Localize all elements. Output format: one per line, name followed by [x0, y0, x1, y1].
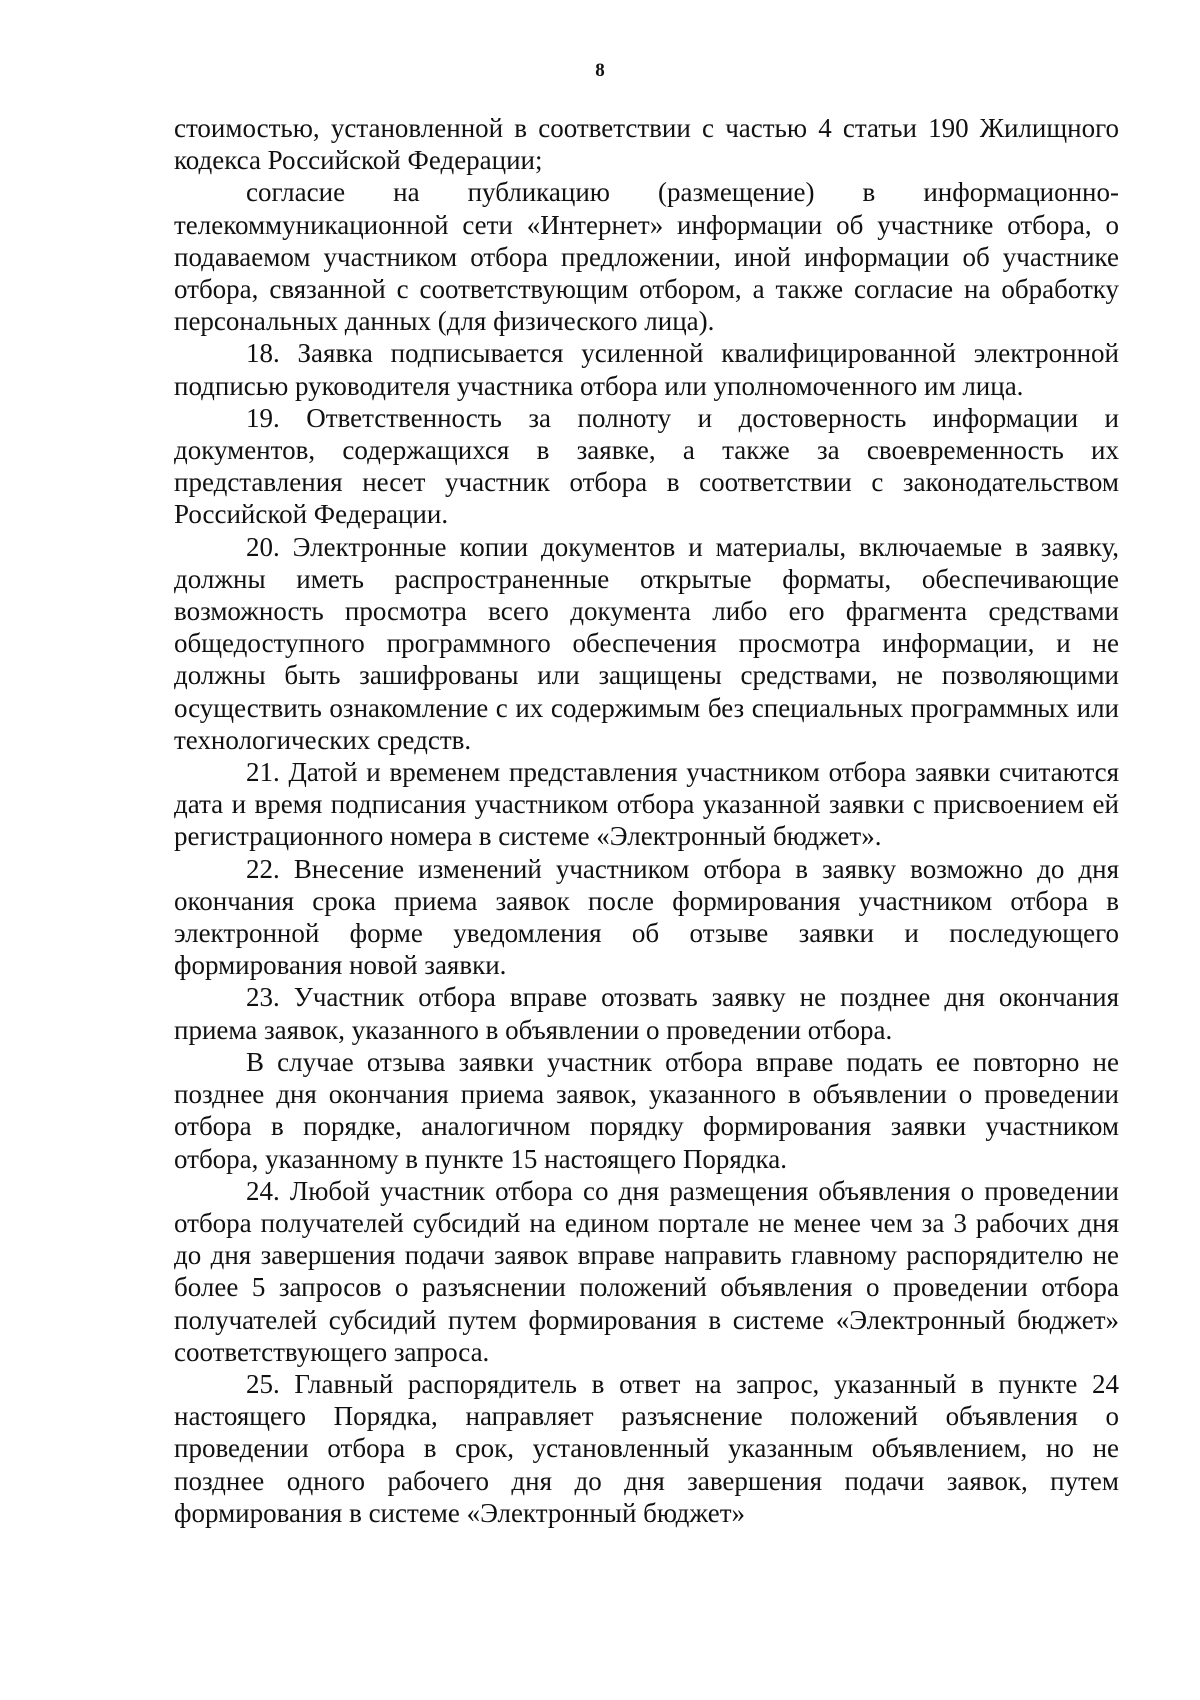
- paragraph-consent: согласие на публикацию (размещение) в информационно-телекоммуникационной сети «Интернет» информации об участнике отбора, о подаваемом участником отбора предложении, иной информации об участнике отбора, связанной с соответствующим отбором, а также согласие на обработку персональных данных (для физического лица).: [174, 177, 1119, 337]
- paragraph-23-recall: В случае отзыва заявки участник отбора вправе подать ее повторно не позднее дня окончания приема заявок, указанного в объявлении о проведении отбора в порядке, аналогичном порядку формирования заявки участником отбора, указанному в пункте 15 настоящего Порядка.: [174, 1046, 1119, 1174]
- paragraph-21: 21. Датой и временем представления участником отбора заявки считаются дата и время подписания участником отбора указанной заявки с присвоением ей регистрационного номера в системе «Электронный бюджет».: [174, 757, 1119, 852]
- paragraph-22: 22. Внесение изменений участником отбора в заявку возможно до дня окончания срока приема заявок после формирования участником отбора в электронной форме уведомления об отзыве заявки и последующего формирования новой заявки.: [174, 853, 1119, 981]
- paragraph-25: 25. Главный распорядитель в ответ на запрос, указанный в пункте 24 настоящего Порядка, направляет разъяснение положений объявления о проведении отбора в срок, установленный указанным объявлением, но не позднее одного рабочего дня до дня завершения подачи заявок, путем формирования в системе «Электронный бюджет»: [174, 1368, 1119, 1528]
- paragraph-23: 23. Участник отбора вправе отозвать заявку не позднее дня окончания приема заявок, указанного в объявлении о проведении отбора.: [174, 982, 1119, 1045]
- paragraph-continuation: стоимостью, установленной в соответствии с частью 4 статьи 190 Жилищного кодекса Российской Федерации;: [174, 113, 1119, 176]
- paragraph-24: 24. Любой участник отбора со дня размещения объявления о проведении отбора получателей субсидий на едином портале не менее чем за 3 рабочих дня до дня завершения подачи заявок вправе направить главному распорядителю не более 5 запросов о разъяснении положений объявления о проведении отбора получателей субсидий путем формирования в системе «Электронный бюджет» соответствующего запроса.: [174, 1175, 1119, 1367]
- paragraph-20: 20. Электронные копии документов и материалы, включаемые в заявку, должны иметь распространенные открытые форматы, обеспечивающие возможность просмотра всего документа либо его фрагмента средствами общедоступного программного обеспечения просмотра информации, и не должны быть зашифрованы или защищены средствами, не позволяющими осуществить ознакомление с их содержимым без специальных программных или технологических средств.: [174, 531, 1119, 755]
- paragraph-18: 18. Заявка подписывается усиленной квалифицированной электронной подписью руководителя участника отбора или уполномоченного им лица.: [174, 338, 1119, 401]
- page-number: 8: [595, 60, 605, 81]
- document-body: [174, 112, 1119, 1529]
- paragraph-19: 19. Ответственность за полноту и достоверность информации и документов, содержащихся в заявке, а также за своевременность их представления несет участник отбора в соответствии с законодательством Российской Федерации.: [174, 402, 1119, 530]
